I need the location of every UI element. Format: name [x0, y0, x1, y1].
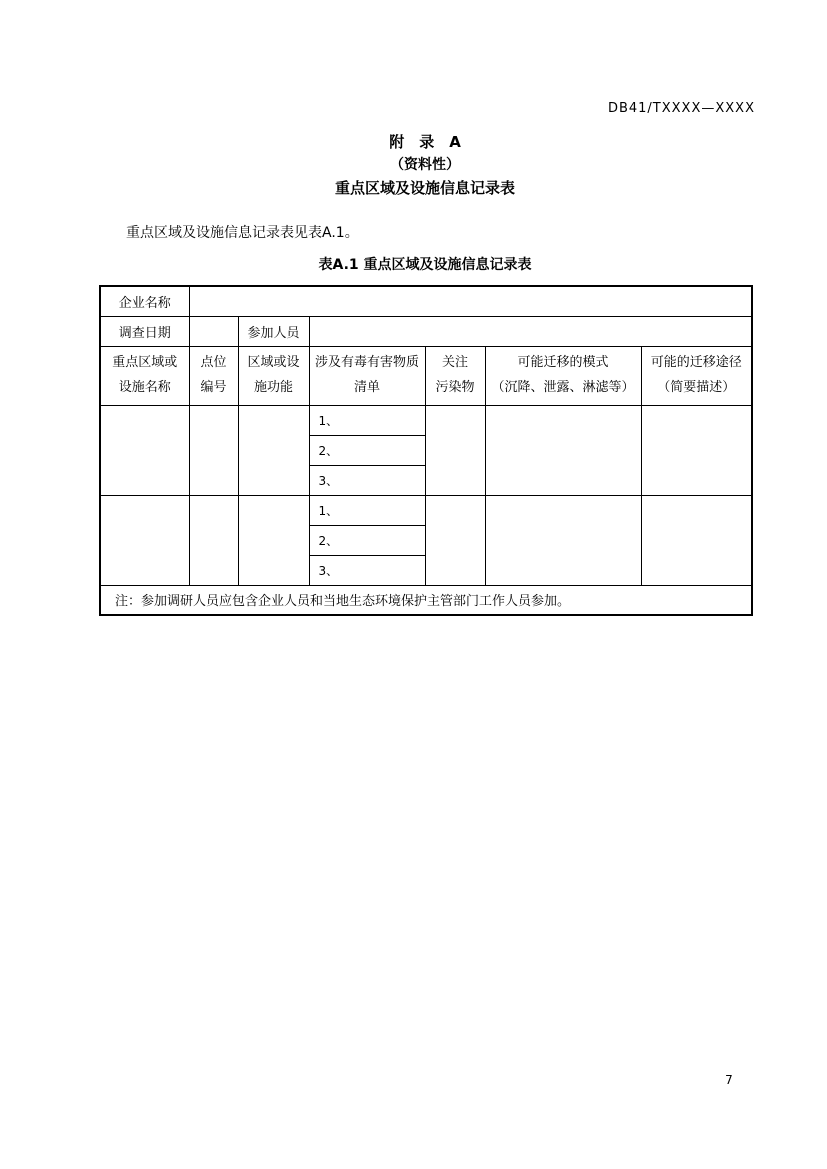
header-migration-mode: 可能迁移的模式 （沉降、泄露、淋滤等） — [485, 346, 641, 405]
record-table — [99, 285, 753, 616]
cell-pollutants-1 — [425, 405, 485, 495]
cell-substance-1-1: 1、 — [309, 405, 425, 435]
cell-substance-2-3: 3、 — [309, 555, 425, 585]
cell-point-id-1 — [189, 405, 238, 495]
table-note: 注：参加调研人员应包含企业人员和当地生态环境保护主管部门工作人员参加。 — [100, 585, 752, 615]
participants-value — [309, 316, 752, 346]
table-row — [100, 316, 752, 346]
table-header-row — [100, 346, 752, 405]
cell-point-id-2 — [189, 495, 238, 585]
cell-area-name-1 — [100, 405, 189, 495]
cell-migration-mode-2 — [485, 495, 641, 585]
survey-date-value — [189, 316, 238, 346]
cell-migration-path-2 — [641, 495, 752, 585]
cell-substance-2-2: 2、 — [309, 525, 425, 555]
table-row — [100, 286, 752, 316]
table-row — [100, 495, 752, 525]
appendix-heading: 重点区域及设施信息记录表 — [334, 179, 515, 197]
company-name-label: 企业名称 — [100, 286, 189, 316]
cell-migration-path-1 — [641, 405, 752, 495]
header-area-name: 重点区域或 设施名称 — [100, 346, 189, 405]
survey-date-label: 调查日期 — [100, 316, 189, 346]
cell-function-2 — [238, 495, 309, 585]
table-caption: 表A.1 重点区域及设施信息记录表 — [318, 257, 532, 273]
cell-substance-1-2: 2、 — [309, 435, 425, 465]
participants-label: 参加人员 — [238, 316, 309, 346]
cell-pollutants-2 — [425, 495, 485, 585]
cell-area-name-2 — [100, 495, 189, 585]
cell-migration-mode-1 — [485, 405, 641, 495]
cell-function-1 — [238, 405, 309, 495]
table-note-row — [100, 585, 752, 615]
page-number: 7 — [725, 1073, 733, 1087]
header-migration-path: 可能的迁移途径 （简要描述） — [641, 346, 752, 405]
standard-doc-code: DB41/TXXXX—XXXX — [607, 101, 755, 116]
header-point-id: 点位 编号 — [189, 346, 238, 405]
appendix-title: 附 录 A — [389, 133, 461, 151]
company-name-value — [189, 286, 752, 316]
table-row — [100, 405, 752, 435]
cell-substance-2-1: 1、 — [309, 495, 425, 525]
header-function: 区域或设 施功能 — [238, 346, 309, 405]
intro-paragraph: 重点区域及设施信息记录表见表A.1。 — [126, 225, 359, 241]
cell-substance-1-3: 3、 — [309, 465, 425, 495]
header-pollutants: 关注 污染物 — [425, 346, 485, 405]
header-toxic-substances: 涉及有毒有害物质 清单 — [309, 346, 425, 405]
appendix-classification: （资料性） — [390, 157, 460, 173]
